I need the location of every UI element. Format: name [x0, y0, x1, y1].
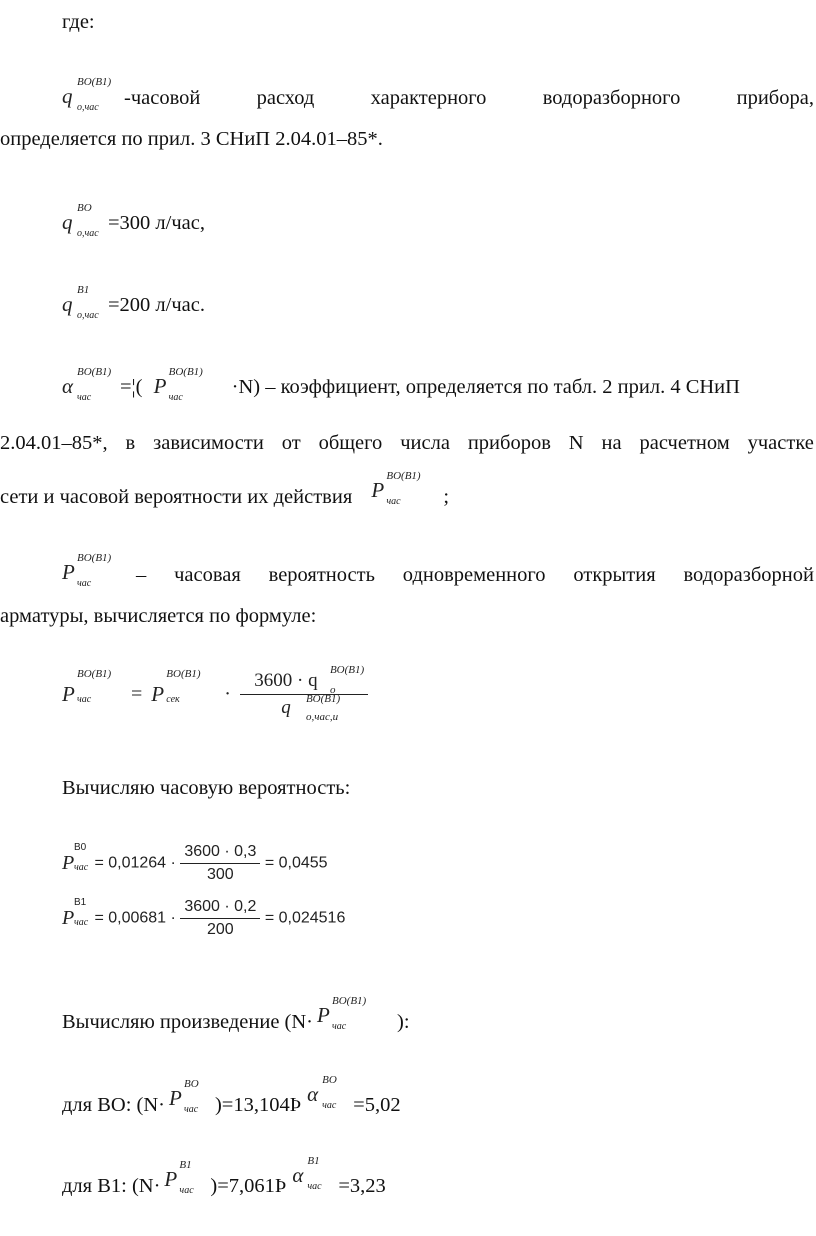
calc-bo-equation: P B0 час = 0,01264 · $\frac{3600 \cdot 0,3}{300}$ = 0,0455: [62, 842, 328, 884]
q-symbol-bo-b1: q BO(B1) o,час: [62, 76, 112, 113]
calc-probability-label: Вычисляю часовую вероятность:: [62, 777, 351, 799]
paragraph-2-line-1: -часовой расход характерного водоразборного прибора,: [124, 87, 814, 109]
main-formula: P BO(B1) час = P BO(B1) сек · 3600 · q BO(B1) o q BO(B1) o,час,u: [62, 670, 368, 719]
paragraph-6-line-2: арматуры, вычисляется по формуле:: [0, 605, 317, 627]
result-b1-line: для В1: (N· P B1 час )=7,061Þ α B1 час =3,23: [62, 1155, 386, 1197]
p-symbol-probability: P BO(B1) час: [62, 552, 112, 589]
paragraph-6-line-1: – часовая вероятность одновременного открытия водоразборной: [136, 564, 814, 586]
q-bo-value: q BO o,час =300 л/час,: [62, 202, 205, 239]
alpha-definition-line-2: 2.04.01–85*, в зависимости от общего числа приборов N на расчетном участке: [0, 432, 814, 454]
paragraph-2-line-2: определяется по прил. 3 СНиП 2.04.01–85*.: [0, 128, 383, 150]
calc-b1-equation: P B1 час = 0,00681 · $\frac{3600 \cdot 0,2}{200}$ = 0,024516: [62, 897, 346, 939]
calc-product-label: Вычисляю произведение (N· P BO(B1) час ):: [62, 995, 410, 1033]
result-bo-line: для ВО: (N· P BO час )=13,104Þ α BO час =5,02: [62, 1074, 401, 1116]
alpha-definition-line-1: α BO(B1) час =¦( P BO(B1) час ·N) – коэффициент, определяется по табл. 2 прил. 4 СНиП: [62, 366, 740, 403]
alpha-definition-line-3: сети и часовой вероятности их действия P BO(B1) час ;: [0, 470, 450, 508]
where-label: где:: [62, 11, 95, 33]
q-b1-value: q B1 o,час =200 л/час.: [62, 284, 205, 321]
